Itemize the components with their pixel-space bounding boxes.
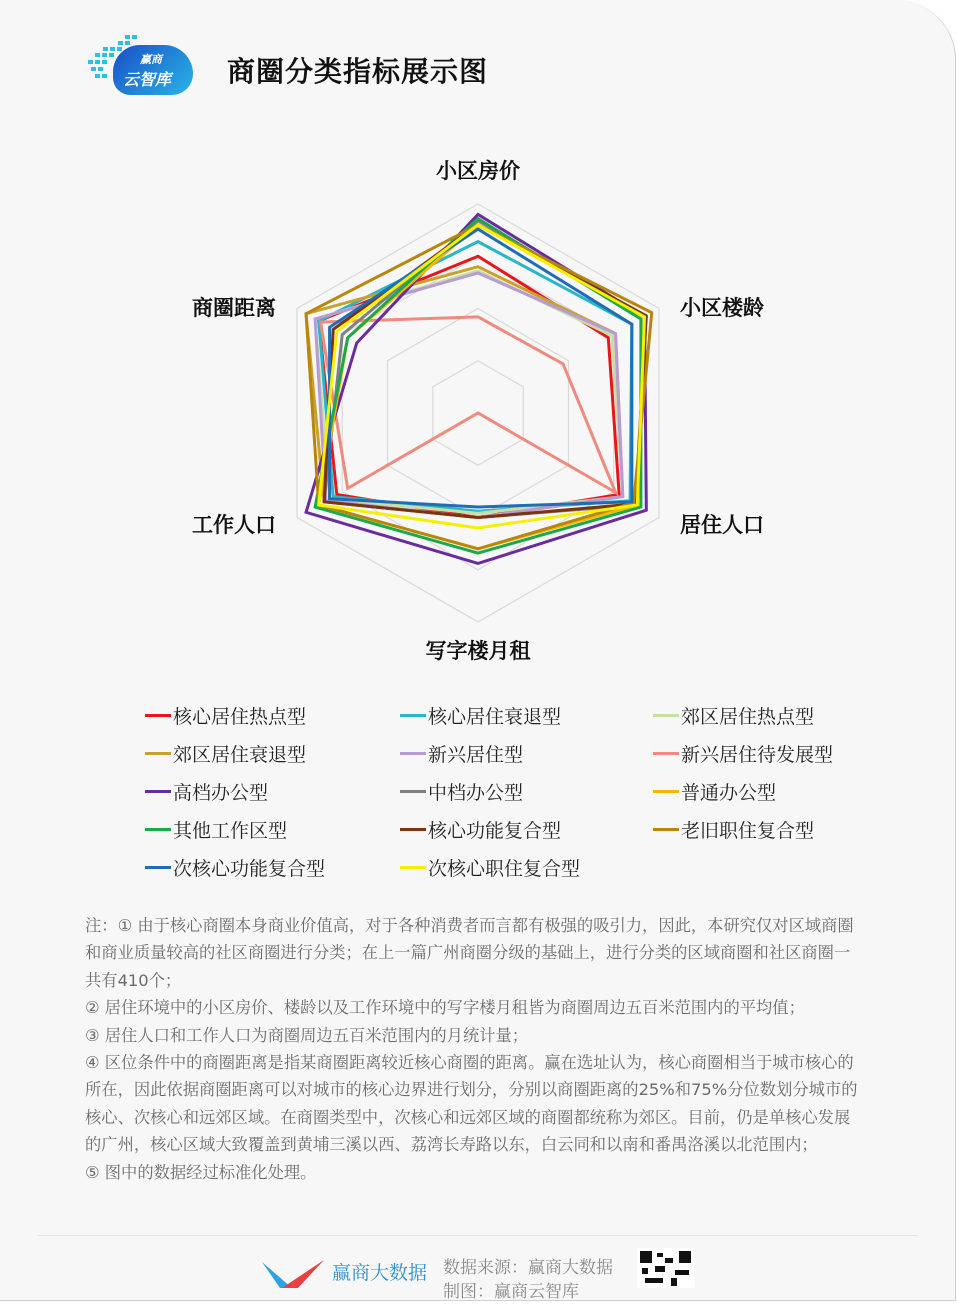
legend-label: 核心居住衰退型: [428, 705, 562, 728]
legend-label: 郊区居住衰退型: [173, 743, 307, 766]
axis-label-2: 居住人口: [679, 512, 764, 537]
legend-item: [400, 854, 653, 880]
legend-item: [145, 702, 400, 728]
legend-swatch: [653, 790, 679, 793]
logo-text-top: 赢商: [140, 53, 162, 66]
legend-swatch: [400, 828, 426, 831]
legend-label: 普通办公型: [681, 781, 777, 804]
note-paragraph: ② 居住环境中的小区房价、楼龄以及工作环境中的写字楼月租皆为商圈周边五百米范围内的平均值；: [85, 998, 805, 1018]
legend-swatch: [400, 714, 426, 717]
legend-item: [145, 816, 400, 842]
made-by: 制图：赢商云智库: [443, 1282, 579, 1302]
legend-swatch: [145, 714, 171, 717]
legend-swatch: [145, 752, 171, 755]
legend-label: 新兴居住型: [428, 743, 524, 766]
legend-item: [653, 702, 873, 728]
footer-divider: [38, 1235, 918, 1236]
legend-label: 次核心功能复合型: [173, 857, 326, 880]
legend-swatch: [400, 752, 426, 755]
logo-text-main: 云智库: [123, 70, 172, 89]
legend-label: 核心居住热点型: [173, 705, 307, 728]
legend-item: [400, 778, 653, 804]
note-paragraph: 注：① 由于核心商圈本身商业价值高，对于各种消费者而言都有极强的吸引力，因此，本研究仅对区域商圈和商业质量较高的社区商圈进行分类；在上一篇广州商圈分级的基础上，进行分类的区域商圈和社区商圈一共有410个；: [85, 916, 854, 990]
legend-label: 老旧职住复合型: [681, 819, 815, 842]
series-line-5: [321, 317, 616, 493]
notes: [85, 912, 860, 1186]
legend-label: 中档办公型: [428, 781, 524, 804]
legend-label: 郊区居住热点型: [681, 705, 815, 728]
legend-item: [145, 740, 400, 766]
footer-source: [443, 1256, 613, 1304]
footer-brand: 赢商大数据: [332, 1262, 428, 1284]
axis-label-5: 商圈距离: [192, 295, 276, 320]
axis-label-4: 工作人口: [192, 512, 276, 537]
legend-item: [653, 740, 873, 766]
radar-series: [306, 214, 652, 563]
legend-label: 次核心职住复合型: [428, 857, 581, 880]
legend-label: 核心功能复合型: [428, 819, 562, 842]
legend-swatch: [400, 790, 426, 793]
legend-item: [653, 816, 873, 842]
qr-code-icon: [637, 1248, 695, 1288]
radar-chart: [0, 140, 957, 680]
legend-swatch: [400, 866, 426, 869]
yingshang-bigdata-logo-icon: [262, 1258, 324, 1288]
page-title: 商圈分类指标展示图: [227, 55, 489, 88]
legend-label: 高档办公型: [173, 781, 269, 804]
note-paragraph: ④ 区位条件中的商圈距离是指某商圈距离较近核心商圈的距离。赢在选址认为，核心商圈相当于城市核心的所在，因此依据商圈距离可以对城市的核心边界进行划分，分别以商圈距离的25%和75%分位数划分城市的核心、次核心和远郊区域。在商圈类型中，次核心和远郊区域的商圈都统称为郊区。目前，仍是单核心发展的广州，核心区域大致覆盖到黄埔三溪以西、荔湾长寿路以东，白云同和以南和番禺洛溪以北范围内；: [85, 1053, 858, 1155]
data-source: 数据来源：赢商大数据: [443, 1258, 613, 1278]
axis-label-0: 小区房价: [436, 159, 520, 183]
chart-legend: [145, 702, 865, 880]
axis-label-3: 写字楼月租: [425, 639, 531, 663]
legend-swatch: [653, 752, 679, 755]
legend-item: [400, 816, 653, 842]
note-paragraph: ③ 居住人口和工作人口为商圈周边五百米范围内的月统计量；: [85, 1025, 529, 1045]
note-paragraph: ⑤ 图中的数据经过标准化处理。: [85, 1162, 317, 1182]
legend-label: 其他工作区型: [173, 819, 288, 842]
legend-swatch: [145, 790, 171, 793]
legend-swatch: [145, 866, 171, 869]
legend-item: [400, 702, 653, 728]
legend-item: [653, 778, 873, 804]
legend-swatch: [145, 828, 171, 831]
legend-swatch: [653, 714, 679, 717]
yingshang-cloud-logo: [85, 33, 193, 95]
legend-item: [145, 854, 400, 880]
legend-label: 新兴居住待发展型: [681, 743, 834, 766]
legend-item: [400, 740, 653, 766]
legend-swatch: [653, 828, 679, 831]
legend-item: [145, 778, 400, 804]
axis-label-1: 小区楼龄: [679, 295, 764, 320]
